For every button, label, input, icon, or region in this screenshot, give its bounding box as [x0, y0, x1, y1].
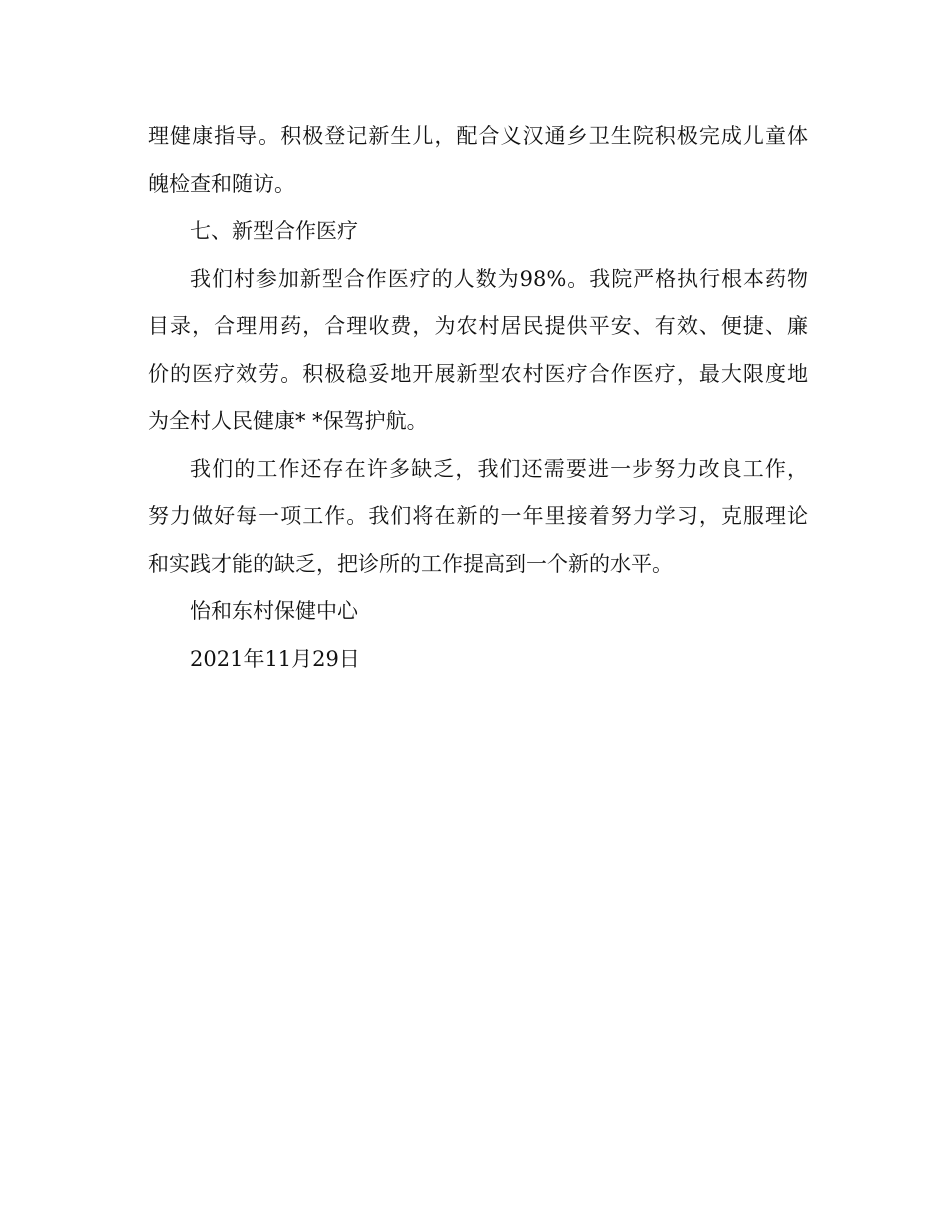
paragraph-line: 理健康指导。积极登记新生儿，配合义汉通乡卫生院积极完成儿童体	[148, 124, 808, 148]
signature-date: 2021年11月29日	[190, 646, 360, 671]
paragraph-line: 努力做好每一项工作。我们将在新的一年里接着努力学习，克服理论	[148, 504, 808, 528]
paragraph-line: 和实践才能的缺乏，把诊所的工作提高到一个新的水平。	[148, 551, 673, 576]
paragraph-line: 我们村参加新型合作医疗的人数为98%。我院严格执行根本药物	[190, 266, 808, 291]
paragraph-line: 目录，合理用药，合理收费，为农村居民提供平安、有效、便捷、廉	[148, 314, 808, 338]
section-heading: 七、新型合作医疗	[190, 219, 358, 243]
paragraph-line: 魄检查和随访。	[148, 171, 295, 196]
signature-organization: 怡和东村保健中心	[190, 599, 358, 623]
paragraph-line: 我们的工作还存在许多缺乏，我们还需要进一步努力改良工作，	[190, 456, 808, 481]
paragraph-line: 价的医疗效劳。积极稳妥地开展新型农村医疗合作医疗，最大限度地	[148, 361, 808, 386]
document-body	[148, 124, 808, 694]
paragraph-line: 为全村人民健康* *保驾护航。	[148, 409, 428, 433]
